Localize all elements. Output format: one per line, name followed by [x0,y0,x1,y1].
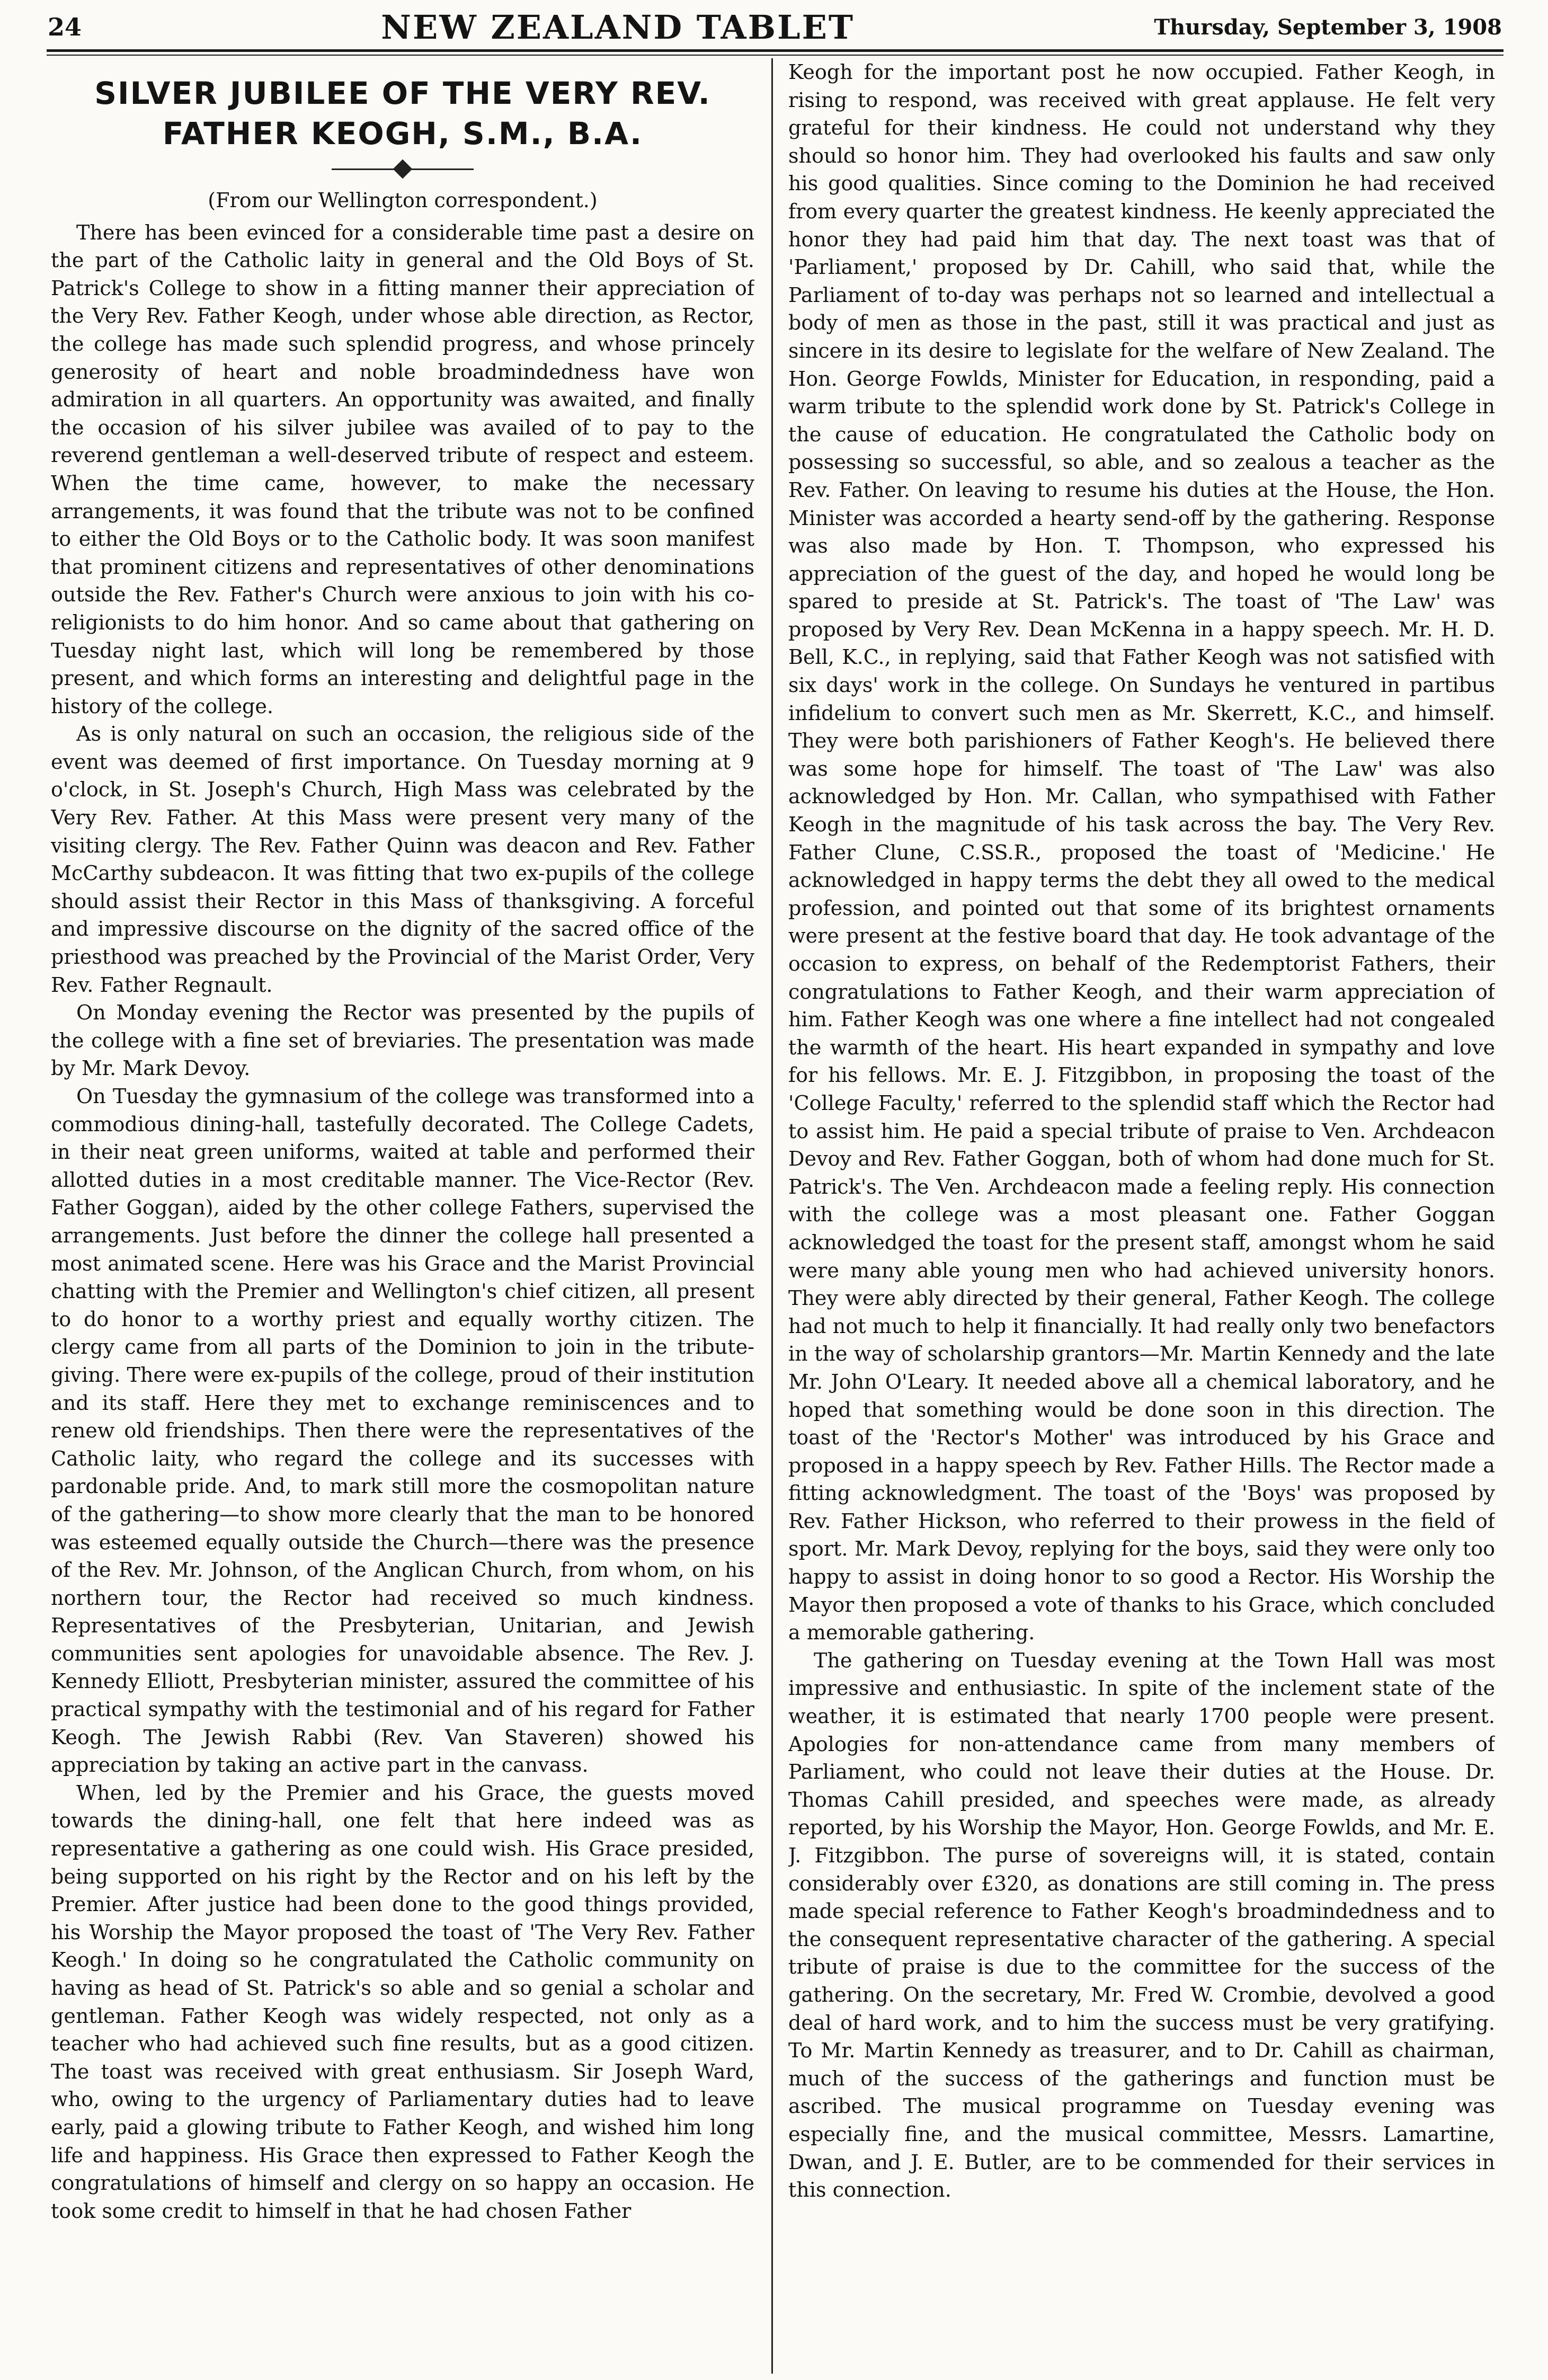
paper-title: NEW ZEALAND TABLET [381,7,855,47]
paragraph: On Tuesday the gymnasium of the college was transformed into a commodious dining-hall, tastefully decorated. The College Cadets, in their neat green uniforms, waited at table and performed their allotted duties in a most creditable manner. The Vice-Rector (Rev. Father Goggan), aided by the other college Fathers, supervised the arrangements. Just before the dinner the college hall presented a most animated scene. Here was his Grace and the Marist Provincial chatting with the Premier and Wellington's chief citizen, all present to do honor to a worthy priest and equally worthy citizen. The clergy came from all parts of the Dominion to join in the tribute-giving. There were ex-pupils of the college, proud of their institution and its staff. Here they met to exchange reminiscences and to renew old friendships. Then there were the representatives of the Catholic laity, who regard the college and its successes with pardonable pride. And, to mark still more the cosmopolitan nature of the gathering—to show more clearly that the man to be honored was esteemed equally outside the Church—there was the presence of the Rev. Mr. Johnson, of the Anglican Church, from whom, on his northern tour, the Rector had received so much kindness. Representatives of the Presbyterian, Unitarian, and Jewish communities sent apologies for unavoidable absence. The Rev. J. Kennedy Elliott, Presbyterian minister, assured the committee of his practical sympathy with the testimonial and of his regard for Father Keogh. The Jewish Rabbi (Rev. Van Staveren) showed his appreciation by taking an active part in the canvass. [51,1085,754,1777]
headline-ornament [51,159,754,179]
page-number: 24 [48,13,82,41]
header-rule-thin [47,55,1503,56]
masthead [48,7,1502,47]
paragraph: There has been evinced for a considerable time past a desire on the part of the Catholic laity in general and the Old Boys of St. Patrick's College to show in a fitting manner their appreciation of the Very Rev. Father Keogh, under whose able direction, as Rector, the college has made such splendid progress, and whose princely generosity of heart and noble broadmindedness have won admiration in all quarters. An opportunity was awaited, and finally the occasion of his silver jubilee was availed of to pay to the reverend gentleman a well-deserved tribute of respect and esteem. When the time came, however, to make the necessary arrangements, it was found that the tribute was not to be confined to either the Old Boys or to the Catholic body. It was soon manifest that prominent citizens and representatives of other denominations outside the Rev. Father's Church were anxious to join with his co-religionists to do him honor. And so came about that gathering on Tuesday night last, which will long be remembered by those present, and which forms an interesting and delightful page in the history of the college. [51,220,754,718]
paragraph: As is only natural on such an occasion, the religious side of the event was deemed of first importance. On Tuesday morning at 9 o'clock, in St. Joseph's Church, High Mass was celebrated by the Very Rev. Father. At this Mass were present very many of the visiting clergy. The Rev. Father Quinn was deacon and Rev. Father McCarthy subdeacon. It was fitting that two ex-pupils of the college should assist their Rector in this Mass of thanksgiving. A forceful and impressive discourse on the dignity of the sacred office of the priesthood was preached by the Provincial of the Marist Order, Very Rev. Father Regnault. [51,722,754,997]
column-divider [771,58,773,2374]
article-headline [51,73,754,154]
left-column [51,58,754,2374]
paragraph-continued: Keogh for the important post he now occupied. Father Keogh, in rising to respond, was received with great applause. He felt very grateful for their kindness. He could not understand why they should so honor him. They had overlooked his faults and saw only his good qualities. Since coming to the Dominion he had received from every quarter the greatest kindness. He keenly appreciated the honor they had paid him that day. The next toast was that of 'Parliament,' proposed by Dr. Cahill, who said that, while the Parliament of to-day was perhaps not so learned and intellectual a body of men as those in the past, still it was practical and just as sincere in its desire to legislate for the welfare of New Zealand. The Hon. George Fowlds, Minister for Education, in responding, paid a warm tribute to the splendid work done by St. Patrick's College in the cause of education. He congratulated the Catholic body on possessing so successful, so able, and so zealous a teacher as the Rev. Father. On leaving to resume his duties at the House, the Hon. Minister was accorded a hearty send-off by the gathering. Response was also made by Hon. T. Thompson, who expressed his appreciation of the guest of the day, and hoped he would long be spared to preside at St. Patrick's. The toast of 'The Law' was proposed by Very Rev. Dean McKenna in a happy speech. Mr. H. D. Bell, K.C., in replying, said that Father Keogh was not satisfied with six days' work in the college. On Sundays he ventured in partibus infidelium to convert such men as Mr. Skerrett, K.C., and himself. They were both parishioners of Father Keogh's. He believed there was some hope for himself. The toast of 'The Law' was also acknowledged by Hon. Mr. Callan, who sympathised with Father Keogh in the magnitude of his task across the bay. The Very Rev. Father Clune, C.SS.R., proposed the toast of 'Medicine.' He acknowledged in happy terms the debt they all owed to the medical profession, and pointed out that some of its brightest ornaments were present at the festive board that day. He took advantage of the occasion to express, on behalf of the Redemptorist Fathers, their congratulations to Father Keogh, and their warm appreciation of him. Father Keogh was one where a fine intellect had not congealed the warmth of the heart. His heart expanded in sympathy and love for his fellows. Mr. E. J. Fitzgibbon, in proposing the toast of the 'College Faculty,' referred to the splendid staff which the Rector had to assist him. He paid a special tribute of praise to Ven. Archdeacon Devoy and Rev. Father Goggan, both of whom had done much for St. Patrick's. The Ven. Archdeacon made a feeling reply. His connection with the college was a most pleasant one. Father Goggan acknowledged the toast for the present staff, amongst whom he said were many able young men who had achieved university honors. They were ably directed by their general, Father Keogh. The college had not much to help it financially. It had really only two benefactors in the way of scholarship grantors—Mr. Martin Kennedy and the late Mr. John O'Leary. It needed above all a chemical laboratory, and he hoped that something would be done soon in this direction. The toast of the 'Rector's Mother' was introduced by his Grace and proposed in a happy speech by Rev. Father Hills. The Rector made a fitting acknowledgment. The toast of the 'Boys' was proposed by Rev. Father Hickson, who referred to their prowess in the field of sport. Mr. Mark Devoy, replying for the boys, said they were only too happy to assist in doing honor to so good a Rector. His Worship the Mayor then proposed a vote of thanks to his Grace, which concluded a memorable gathering. [788,60,1495,1645]
right-column [788,58,1495,2374]
paragraph: On Monday evening the Rector was presented by the pupils of the college with a fine set of breviaries. The presentation was made by Mr. Mark Devoy. [51,1001,754,1080]
paragraph: When, led by the Premier and his Grace, the guests moved towards the dining-hall, one felt that here indeed was as representative a gathering as one could wish. His Grace presided, being supported on his right by the Rector and on his left by the Premier. After justice had been done to the good things provided, his Worship the Mayor proposed the toast of 'The Very Rev. Father Keogh.' In doing so he congratulated the Catholic community on having as head of St. Patrick's so able and so genial a scholar and gentleman. Father Keogh was widely respected, not only as a teacher who had achieved such fine results, but as a good citizen. The toast was received with great enthusiasm. Sir Joseph Ward, who, owing to the urgency of Parliamentary duties had to leave early, paid a glowing tribute to Father Keogh, and wished him long life and happiness. His Grace then expressed to Father Keogh the congratulations of himself and clergy on so happy an occasion. He took some credit to himself in that he had chosen Father [51,1781,754,2223]
header-rule [47,49,1503,52]
headline-line-2: FATHER KEOGH, S.M., B.A. [162,116,643,152]
paragraph: The gathering on Tuesday evening at the Town Hall was most impressive and enthusiastic. In spite of the inclement state of the weather, it is estimated that nearly 1700 people were present. Apologies for non-attendance came from many members of Parliament, who could not leave their duties at the House. Dr. Thomas Cahill presided, and speeches were made, as already reported, by his Worship the Mayor, Hon. George Fowlds, and Mr. E. J. Fitzgibbon. The purse of sovereigns will, it is stated, contain considerably over £320, as donations are still coming in. The press made special reference to Father Keogh's broadmindedness and to the consequent representative character of the gathering. A special tribute of praise is due to the committee for the success of the gathering. On the secretary, Mr. Fred W. Crombie, devolved a good deal of hard work, and to him the success must be very gratifying. To Mr. Martin Kennedy as treasurer, and to Dr. Cahill as chairman, much of the success of the gatherings and function must be ascribed. The musical programme on Tuesday evening was especially fine, and the musical committee, Messrs. Lamartine, Dwan, and J. E. Butler, are to be commended for their services in this connection. [788,1648,1495,2202]
byline: (From our Wellington correspondent.) [208,189,598,212]
headline-line-1: SILVER JUBILEE OF THE VERY REV. [94,75,711,111]
issue-date: Thursday, September 3, 1908 [1154,14,1502,40]
